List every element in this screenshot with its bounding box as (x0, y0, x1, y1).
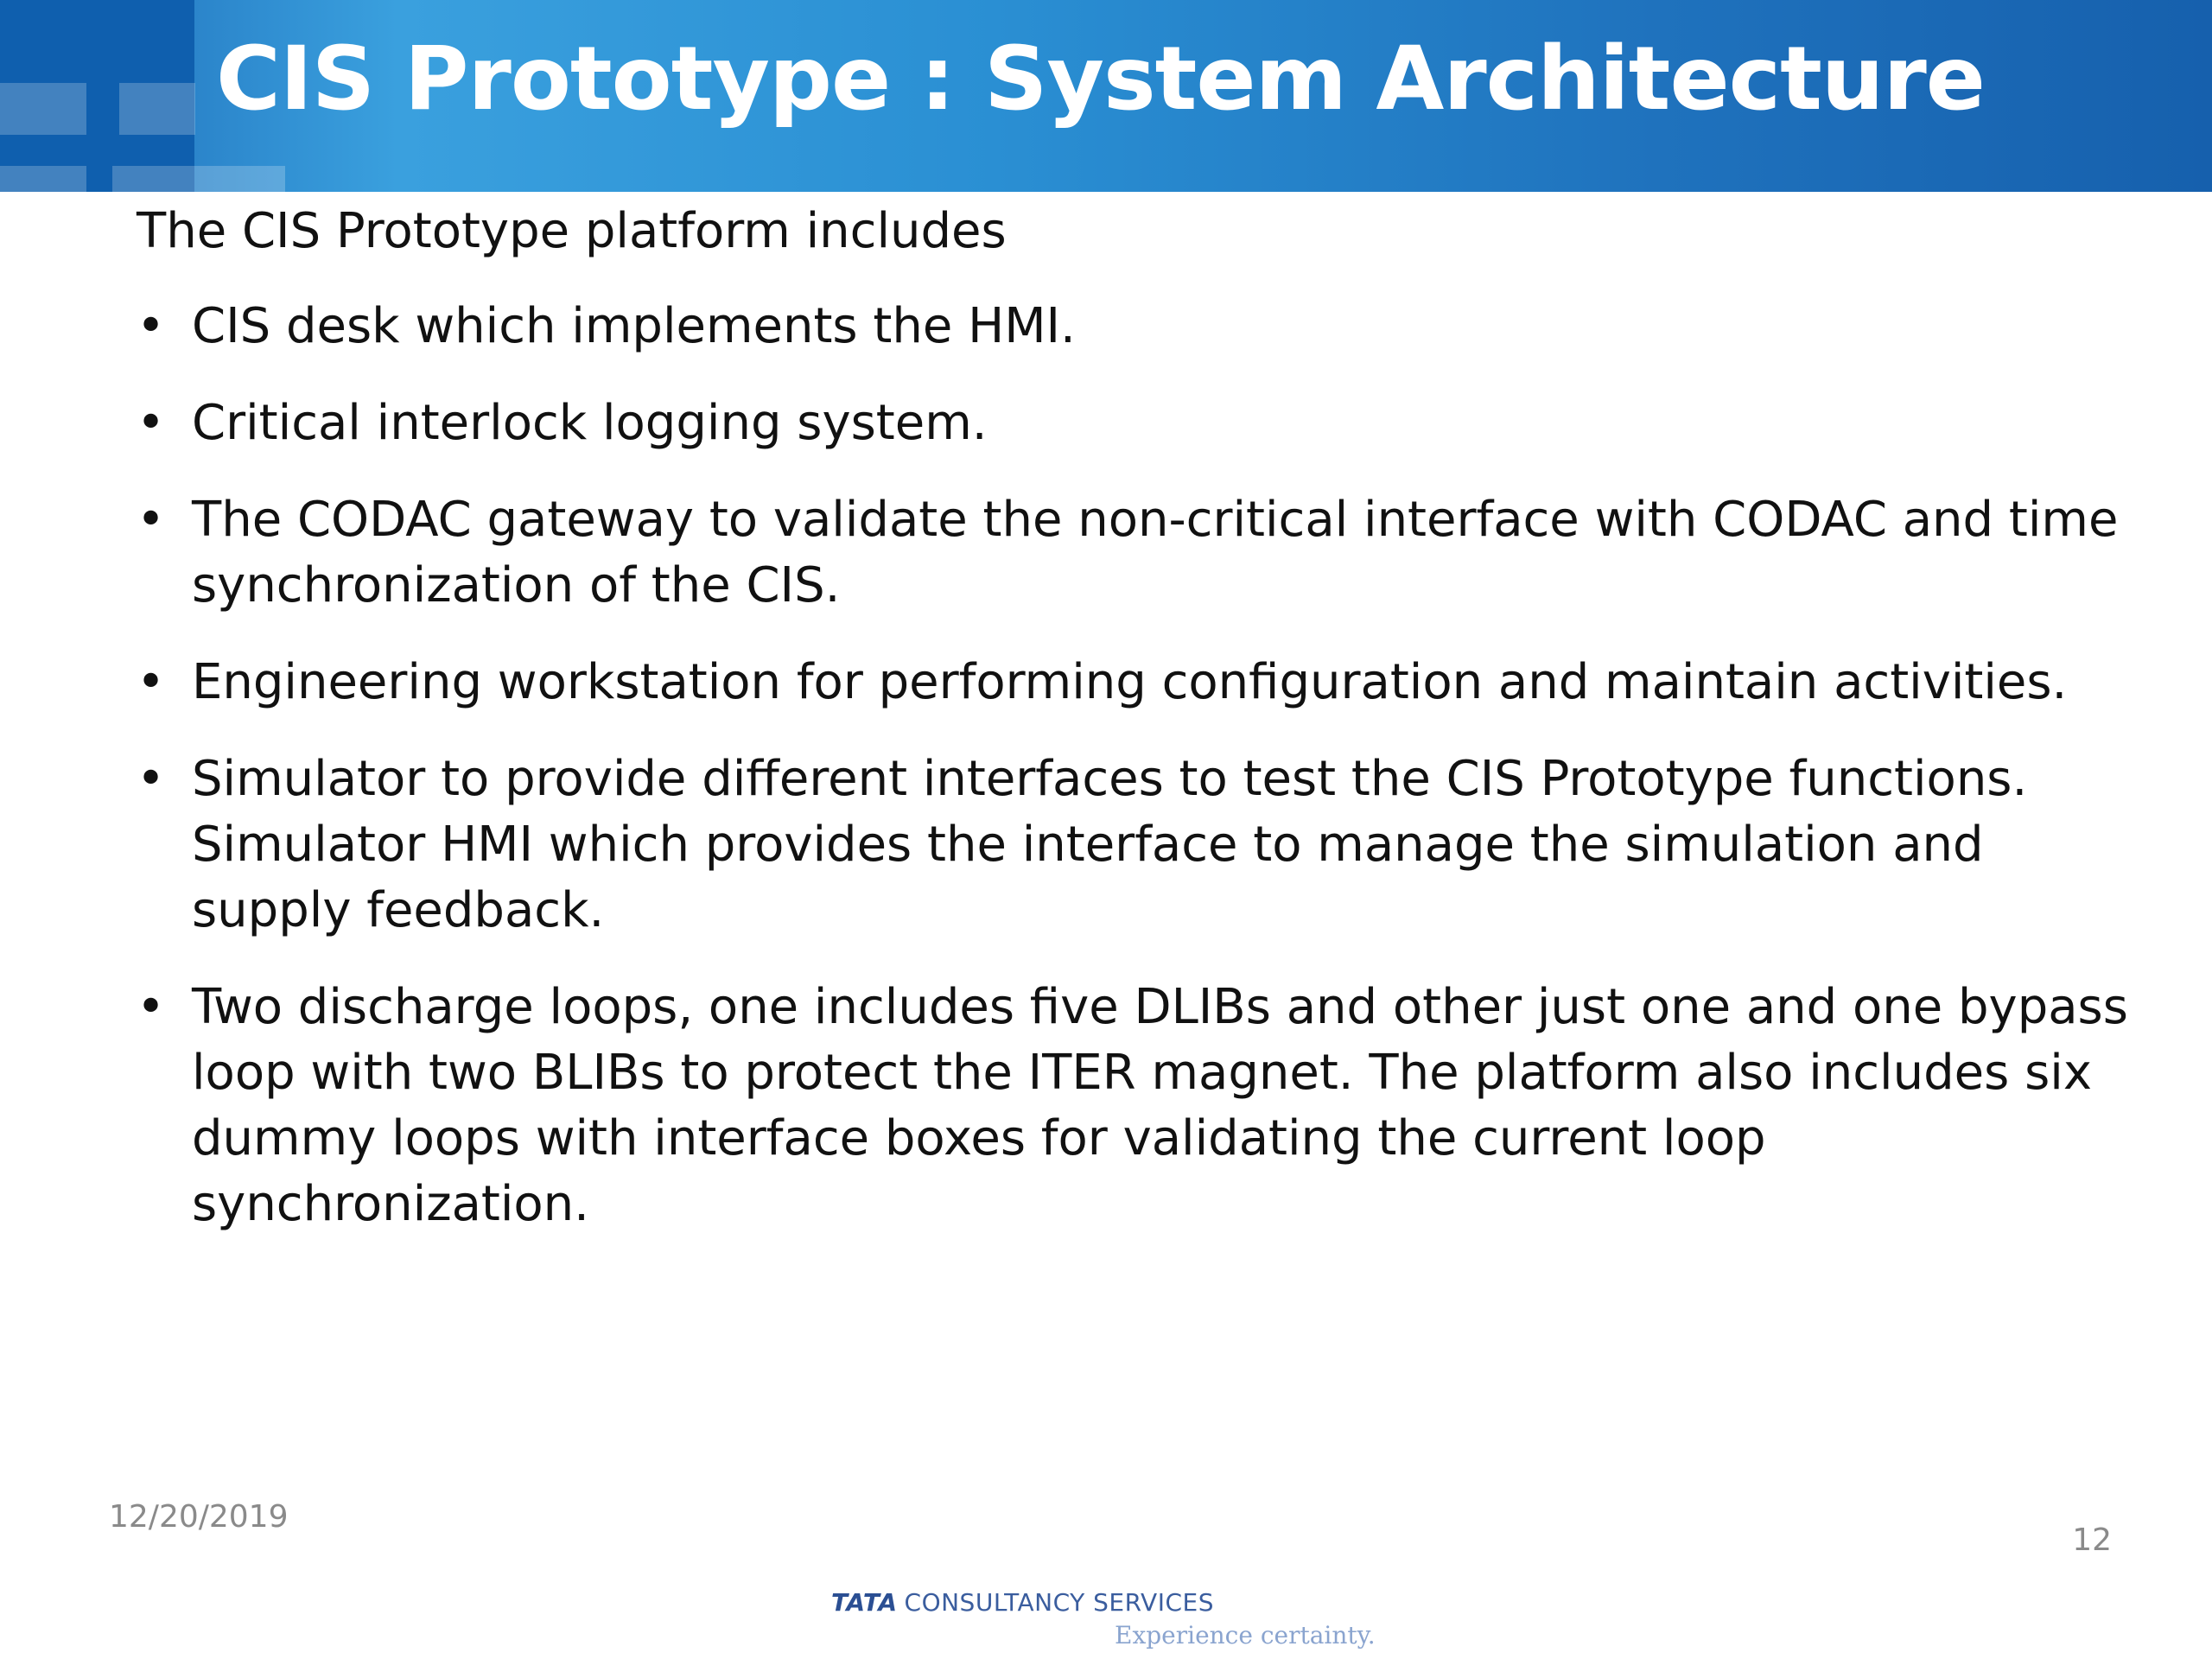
intro-text: The CIS Prototype platform includes (137, 203, 1007, 259)
bullet-dot-icon: • (137, 654, 166, 710)
logo-company: CONSULTANCY SERVICES (904, 1588, 1214, 1617)
logo-wordmark (831, 1588, 1214, 1617)
bullet-item (137, 391, 2141, 456)
bullet-text: Critical interlock logging system. (192, 395, 988, 451)
bullet-item (137, 650, 2141, 715)
bullet-dot-icon: • (137, 298, 166, 354)
bullet-dot-icon: • (137, 395, 166, 451)
bullet-item (137, 487, 2141, 619)
tcs-logo (831, 1588, 1402, 1657)
bullet-item (137, 294, 2141, 359)
bullet-text: The CODAC gateway to validate the non-critical interface with CODAC and time synchronization of the CIS. (192, 492, 2119, 613)
title-banner (0, 0, 2212, 192)
slide-title: CIS Prototype : System Architecture (216, 28, 1985, 130)
bullet-dot-icon: • (137, 751, 166, 807)
bullet-item (137, 975, 2141, 1237)
bullet-list (137, 294, 2141, 1237)
bullet-dot-icon: • (137, 979, 166, 1035)
bullet-text: Two discharge loops, one includes five DLIBs and other just one and one bypass loop with two BLIBs to protect the ITER magnet. The platform also includes six dummy loops with interface boxes for validating the current loop synchronization. (192, 979, 2128, 1232)
bullet-text: Engineering workstation for performing configuration and maintain activities. (192, 654, 2068, 710)
logo-brand: TATA (831, 1588, 898, 1617)
bullet-text: Simulator to provide different interfaces to test the CIS Prototype functions. Simulator HMI which provides the interface to manage the simulation and supply feedback. (192, 751, 2028, 938)
bullet-dot-icon: • (137, 492, 166, 548)
slide-body (137, 199, 2141, 1268)
footer-date: 12/20/2019 (109, 1499, 289, 1535)
bullet-item (137, 747, 2141, 944)
bullet-text: CIS desk which implements the HMI. (192, 298, 1076, 354)
page-number: 12 (2072, 1522, 2112, 1558)
logo-tagline: Experience certainty. (1115, 1621, 1376, 1649)
